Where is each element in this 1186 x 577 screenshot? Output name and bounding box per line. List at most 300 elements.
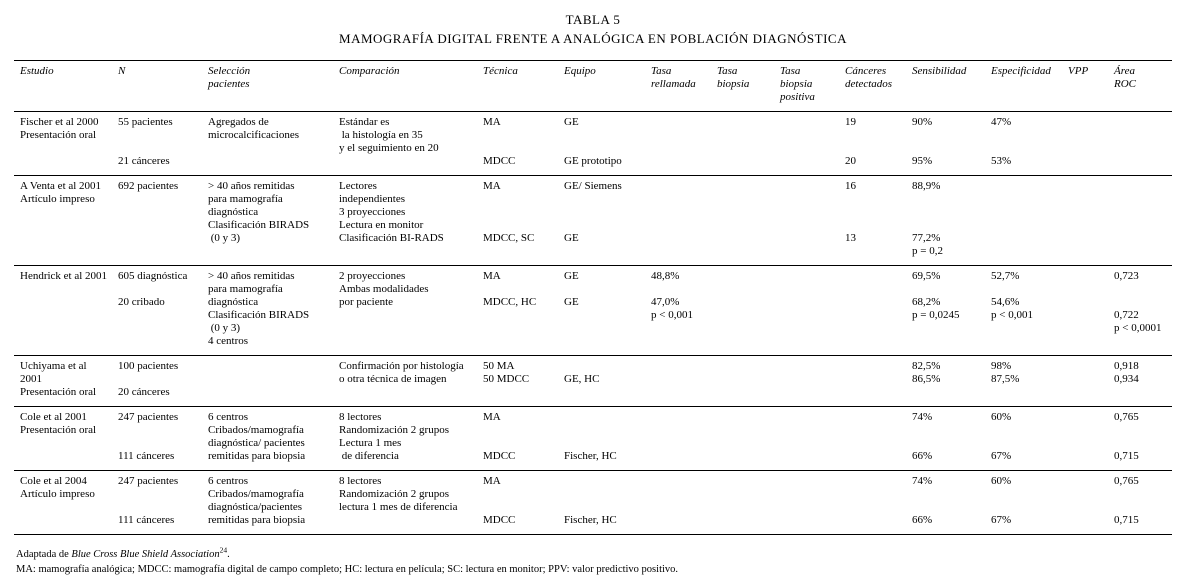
text-line (1114, 488, 1168, 501)
text-line (118, 142, 204, 155)
text-line (1114, 283, 1168, 296)
cell-tasa-rellamada (651, 411, 717, 463)
text-line: Cánceres (845, 65, 887, 77)
header-canceres-detectados (845, 65, 912, 104)
text-line (483, 501, 560, 514)
text-line: 77,2% (912, 232, 941, 244)
text-line: 67% (991, 514, 1012, 526)
text-line: 66% (912, 514, 933, 526)
text-line: 247 pacientes (118, 475, 179, 487)
cell-tasa-rellamada (651, 270, 717, 348)
cell-tasa-rellamada (651, 116, 717, 168)
text-line: 20 (845, 155, 856, 167)
text-line (118, 373, 204, 386)
cell-estudio (14, 360, 118, 399)
text-line (483, 129, 560, 142)
text-line: p < 0,001 (991, 309, 1033, 321)
text-line (564, 411, 647, 424)
text-line: 68,2% (912, 296, 941, 308)
text-line: microcalcificaciones (208, 129, 300, 141)
cell-vpp (1068, 360, 1114, 399)
text-line (564, 437, 647, 450)
text-line: 0,722 (1114, 309, 1139, 321)
text-line: > 40 años remitidas (208, 180, 295, 192)
cell-especificidad (991, 411, 1068, 463)
text-line: GE (564, 296, 579, 308)
header-estudio (14, 65, 118, 104)
text-line: para mamografía (208, 283, 283, 295)
text-line: diagnóstica/pacientes (208, 501, 303, 513)
text-line (912, 437, 987, 450)
data-table (14, 60, 1172, 535)
text-line (483, 488, 560, 501)
text-line: 88,9% (912, 180, 941, 192)
text-line: 55 pacientes (118, 116, 173, 128)
cell-tasa-biopsia (717, 475, 780, 527)
text-line (483, 206, 560, 219)
text-line (912, 219, 987, 232)
cell-tasa-rellamada (651, 475, 717, 527)
text-line: 2001 (20, 373, 42, 385)
cell-tasa-biopsia-positiva (780, 116, 845, 168)
text-line: Fischer, HC (564, 514, 617, 526)
text-line: Tasa (717, 65, 738, 77)
cell-seleccion-pacientes (208, 180, 339, 258)
cell-tasa-biopsia-positiva (780, 270, 845, 348)
header-vpp (1068, 65, 1114, 104)
cell-canceres-detectados (845, 180, 912, 258)
cell-sensibilidad (912, 411, 991, 463)
text-line: Equipo (564, 65, 596, 77)
text-line: Artículo impreso (20, 193, 95, 205)
cell-sensibilidad (912, 180, 991, 258)
cell-tecnica (483, 475, 564, 527)
text-line (564, 475, 647, 488)
text-line: Artículo impreso (20, 488, 95, 500)
text-line: Clasificación BIRADS (208, 309, 310, 321)
cell-comparacion (339, 411, 483, 463)
text-line: Clasificación BI-RADS (339, 232, 444, 244)
text-line: Cole et al 2001 (20, 411, 87, 423)
table-caption (14, 10, 1172, 48)
cell-tasa-biopsia (717, 116, 780, 168)
text-line (912, 193, 987, 206)
cell-comparacion (339, 270, 483, 348)
cell-sensibilidad (912, 475, 991, 527)
text-line: 98% (991, 360, 1012, 372)
header-especificidad (991, 65, 1068, 104)
text-line: Especificidad (991, 65, 1051, 77)
cell-estudio (14, 180, 118, 258)
table-row (14, 407, 1172, 471)
cell-tecnica (483, 411, 564, 463)
cell-tasa-rellamada (651, 360, 717, 399)
text-line: 53% (991, 155, 1012, 167)
cell-seleccion-pacientes (208, 411, 339, 463)
cell-tasa-biopsia (717, 270, 780, 348)
cell-especificidad (991, 475, 1068, 527)
cell-canceres-detectados (845, 360, 912, 399)
text-line: 67% (991, 450, 1012, 462)
text-line: Estándar es (339, 116, 390, 128)
text-line: p < 0,001 (651, 309, 693, 321)
text-line: positiva (780, 91, 815, 103)
text-line: Fischer, HC (564, 450, 617, 462)
table-header-row (14, 61, 1172, 112)
text-line: Lectores (339, 180, 377, 192)
text-line (483, 424, 560, 437)
header-tecnica (483, 65, 564, 104)
text-line: GE (564, 116, 579, 128)
cell-sensibilidad (912, 270, 991, 348)
cell-n (118, 360, 208, 399)
text-line (1114, 424, 1168, 437)
cell-comparacion (339, 475, 483, 527)
text-line: 6 centros (208, 411, 249, 423)
cell-estudio (14, 475, 118, 527)
table-number: TABLA 5 (565, 12, 621, 27)
text-line: Randomización 2 grupos (339, 424, 449, 436)
cell-tasa-biopsia-positiva (780, 411, 845, 463)
cell-comparacion (339, 116, 483, 168)
text-line: Presentación oral (20, 424, 97, 436)
text-line (912, 206, 987, 219)
text-line: remitidas para biopsia (208, 514, 306, 526)
text-line: MA (483, 116, 501, 128)
text-line: 87,5% (991, 373, 1020, 385)
text-line: 111 cánceres (118, 450, 175, 462)
text-line: Ambas modalidades (339, 283, 429, 295)
text-line (991, 142, 1064, 155)
footnote-source-prefix: Adaptada de (16, 549, 72, 560)
text-line: 4 centros (208, 335, 249, 347)
text-line: remitidas para biopsia (208, 450, 306, 462)
text-line: biopsia (717, 78, 750, 90)
text-line: (0 y 3) (208, 322, 241, 334)
header-area-roc (1114, 65, 1172, 104)
text-line (991, 437, 1064, 450)
text-line: diagnóstica (208, 206, 259, 218)
text-line (1114, 437, 1168, 450)
table-title: MAMOGRAFÍA DIGITAL FRENTE A ANALÓGICA EN POBLACIÓN DIAGNÓSTICA (339, 31, 847, 46)
cell-tasa-biopsia-positiva (780, 180, 845, 258)
table-body (14, 112, 1172, 534)
cell-canceres-detectados (845, 411, 912, 463)
text-line (564, 219, 647, 232)
text-line: Cole et al 2004 (20, 475, 87, 487)
text-line: o otra técnica de imagen (339, 373, 447, 385)
text-line: p = 0,2 (912, 245, 943, 257)
text-line (564, 206, 647, 219)
text-line: 48,8% (651, 270, 680, 282)
text-line (483, 219, 560, 232)
cell-seleccion-pacientes (208, 475, 339, 527)
text-line: 54,6% (991, 296, 1020, 308)
cell-seleccion-pacientes (208, 270, 339, 348)
text-line: MDCC (483, 450, 516, 462)
text-line: por paciente (339, 296, 394, 308)
text-line: 111 cánceres (118, 514, 175, 526)
text-line: 66% (912, 450, 933, 462)
text-line: A Venta et al 2001 (20, 180, 102, 192)
cell-equipo (564, 475, 651, 527)
cell-especificidad (991, 180, 1068, 258)
text-line: 247 pacientes (118, 411, 179, 423)
text-line (483, 142, 560, 155)
cell-tasa-biopsia-positiva (780, 475, 845, 527)
text-line (564, 142, 647, 155)
header-tasa-rellamada (651, 65, 717, 104)
cell-n (118, 475, 208, 527)
cell-sensibilidad (912, 116, 991, 168)
text-line: 16 (845, 180, 856, 192)
text-line: para mamografía (208, 193, 283, 205)
text-line: 52,7% (991, 270, 1020, 282)
cell-n (118, 411, 208, 463)
text-line: Confirmación por histología (339, 360, 464, 372)
text-line (564, 283, 647, 296)
text-line: MA (483, 180, 501, 192)
text-line: N (118, 65, 126, 77)
text-line: Uchiyama et al (20, 360, 87, 372)
text-line: 82,5% (912, 360, 941, 372)
table-row (14, 112, 1172, 176)
header-equipo (564, 65, 651, 104)
cell-equipo (564, 270, 651, 348)
cell-vpp (1068, 475, 1114, 527)
text-line (1114, 296, 1168, 309)
text-line (845, 193, 908, 206)
cell-vpp (1068, 270, 1114, 348)
text-line: 19 (845, 116, 856, 128)
text-line: 47% (991, 116, 1012, 128)
cell-especificidad (991, 270, 1068, 348)
footnote-source (16, 547, 1172, 562)
text-line: 0,934 (1114, 373, 1139, 385)
text-line: 47,0% (651, 296, 680, 308)
text-line (564, 193, 647, 206)
text-line: 0,918 (1114, 360, 1139, 372)
text-line: 13 (845, 232, 856, 244)
text-line: MA (483, 475, 501, 487)
text-line: diagnóstica (208, 296, 259, 308)
text-line: 692 pacientes (118, 180, 179, 192)
text-line (118, 283, 204, 296)
text-line (912, 129, 987, 142)
text-line: Tasa (651, 65, 672, 77)
text-line: 69,5% (912, 270, 941, 282)
text-line: GE, HC (564, 373, 600, 385)
text-line: Randomización 2 grupos (339, 488, 449, 500)
cell-area-roc (1114, 411, 1172, 463)
text-line: rellamada (651, 78, 696, 90)
text-line (118, 501, 204, 514)
text-line (845, 142, 908, 155)
text-line: 50 MA (483, 360, 515, 372)
text-line: Hendrick et al 2001 (20, 270, 108, 282)
text-line: (0 y 3) (208, 232, 241, 244)
table-row (14, 176, 1172, 266)
text-line: 8 lectores (339, 475, 382, 487)
text-line (845, 219, 908, 232)
cell-tasa-biopsia (717, 360, 780, 399)
cell-equipo (564, 180, 651, 258)
cell-vpp (1068, 411, 1114, 463)
text-line: p < 0,0001 (1114, 322, 1162, 334)
text-line: 605 diagnóstica (118, 270, 188, 282)
cell-tasa-rellamada (651, 180, 717, 258)
text-line: 0,723 (1114, 270, 1139, 282)
cell-tasa-biopsia (717, 411, 780, 463)
text-line (483, 437, 560, 450)
text-line: Tasa (780, 65, 801, 77)
table-row (14, 471, 1172, 534)
text-line: Estudio (20, 65, 54, 77)
text-line (991, 501, 1064, 514)
text-line: VPP (1068, 65, 1089, 77)
text-line (118, 488, 204, 501)
cell-n (118, 116, 208, 168)
text-line (991, 129, 1064, 142)
text-line: MDCC (483, 514, 516, 526)
text-line: 60% (991, 411, 1012, 423)
text-line (845, 206, 908, 219)
cell-tecnica (483, 180, 564, 258)
text-line: GE (564, 270, 579, 282)
cell-equipo (564, 116, 651, 168)
text-line: p = 0,0245 (912, 309, 960, 321)
cell-area-roc (1114, 360, 1172, 399)
cell-n (118, 270, 208, 348)
text-line (118, 129, 204, 142)
text-line: MDCC, SC (483, 232, 535, 244)
cell-comparacion (339, 180, 483, 258)
text-line: ROC (1114, 78, 1136, 90)
text-line: MA (483, 270, 501, 282)
text-line: 2 proyecciones (339, 270, 406, 282)
text-line: 74% (912, 411, 933, 423)
text-line: Lectura 1 mes (339, 437, 402, 449)
text-line (991, 488, 1064, 501)
text-line: Agregados de (208, 116, 269, 128)
text-line: GE/ Siemens (564, 180, 622, 192)
text-line: 74% (912, 475, 933, 487)
text-line (1114, 501, 1168, 514)
text-line (991, 283, 1064, 296)
text-line: Clasificación BIRADS (208, 219, 310, 231)
text-line (564, 424, 647, 437)
text-line: 95% (912, 155, 933, 167)
header-comparacion (339, 65, 483, 104)
header-tasa-biopsia-positiva (780, 65, 845, 104)
text-line (991, 424, 1064, 437)
cell-area-roc (1114, 180, 1172, 258)
text-line: Técnica (483, 65, 518, 77)
text-line: 50 MDCC (483, 373, 530, 385)
text-line (912, 501, 987, 514)
text-line (564, 488, 647, 501)
text-line (912, 283, 987, 296)
text-line: pacientes (208, 78, 250, 90)
text-line: 0,715 (1114, 450, 1139, 462)
table-row (14, 266, 1172, 356)
text-line: 60% (991, 475, 1012, 487)
text-line: 0,715 (1114, 514, 1139, 526)
text-line: > 40 años remitidas (208, 270, 295, 282)
text-line: Presentación oral (20, 129, 97, 141)
text-line (118, 437, 204, 450)
cell-area-roc (1114, 475, 1172, 527)
cell-seleccion-pacientes (208, 116, 339, 168)
cell-area-roc (1114, 116, 1172, 168)
text-line: Sensibilidad (912, 65, 967, 77)
cell-estudio (14, 270, 118, 348)
cell-canceres-detectados (845, 270, 912, 348)
cell-seleccion-pacientes (208, 360, 339, 399)
text-line (483, 283, 560, 296)
cell-tasa-biopsia (717, 180, 780, 258)
text-line (483, 193, 560, 206)
text-line: 8 lectores (339, 411, 382, 423)
cell-sensibilidad (912, 360, 991, 399)
cell-equipo (564, 360, 651, 399)
text-line: y el seguimiento en 20 (339, 142, 439, 154)
text-line (564, 501, 647, 514)
text-line (118, 424, 204, 437)
text-line: GE (564, 232, 579, 244)
cell-tecnica (483, 360, 564, 399)
cell-estudio (14, 116, 118, 168)
cell-especificidad (991, 116, 1068, 168)
text-line: 0,765 (1114, 475, 1139, 487)
text-line (651, 283, 713, 296)
text-line (845, 129, 908, 142)
cell-canceres-detectados (845, 475, 912, 527)
footnote-abbreviations: MA: mamografía analógica; MDCC: mamografía digital de campo completo; HC: lectura en película; SC: lectura en monitor; PPV: valor predictivo positivo. (16, 564, 679, 575)
footnote-source-reference: Blue Cross Blue Shield Association (71, 549, 220, 560)
text-line: 6 centros (208, 475, 249, 487)
text-line (912, 142, 987, 155)
cell-estudio (14, 411, 118, 463)
text-line (564, 360, 647, 373)
text-line: diagnóstica/ pacientes (208, 437, 305, 449)
cell-tasa-biopsia-positiva (780, 360, 845, 399)
footnote-source-citation-number: 24 (219, 545, 228, 555)
text-line: 0,765 (1114, 411, 1139, 423)
text-line: Lectura en monitor (339, 219, 424, 231)
cell-n (118, 180, 208, 258)
text-line: Comparación (339, 65, 400, 77)
text-line: biopsia (780, 78, 813, 90)
footnotes (14, 547, 1172, 577)
header-n (118, 65, 208, 104)
text-line: independientes (339, 193, 405, 205)
cell-tecnica (483, 116, 564, 168)
footnote-source-suffix: . (227, 549, 230, 560)
text-line: 20 cribado (118, 296, 165, 308)
text-line: la histología en 35 (339, 129, 423, 141)
text-line: MA (483, 411, 501, 423)
text-line: 100 pacientes (118, 360, 179, 372)
cell-vpp (1068, 116, 1114, 168)
text-line: 20 cánceres (118, 386, 170, 398)
cell-area-roc (1114, 270, 1172, 348)
text-line (912, 488, 987, 501)
text-line: 3 proyecciones (339, 206, 406, 218)
text-line: MDCC, HC (483, 296, 537, 308)
cell-comparacion (339, 360, 483, 399)
cell-equipo (564, 411, 651, 463)
